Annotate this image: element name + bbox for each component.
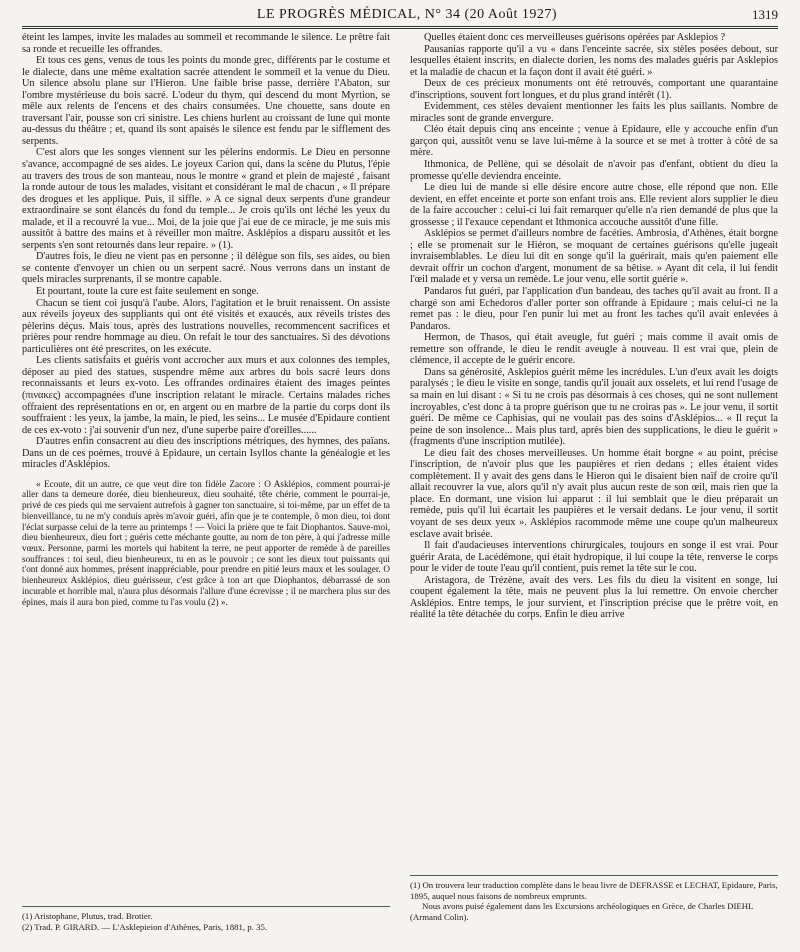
paragraph: éteint les lampes, invite les malades au sommeil et recommande le silence. Le prêtre fait sa ronde et recueille les offrandes. (22, 32, 390, 55)
page-number: 1319 (752, 7, 778, 22)
paragraph: Les clients satisfaits et guéris vont accrocher aux murs et aux colonnes des temples, déposer au pied des statues, suspendre même aux arbres du bois sacré leurs dons reconnaissants et leurs ex-voto. Les offrandes ordinaires étaient des images peintes (πινακες) accompagnées d'une inscription relatant le miracle. Certains malades riches offraient des représentations en or, en argent ou en marbre de la partie du corps dont ils souffraient : les yeux, la jambe, la main, le pied, les seins... Le musée d'Epidaure contient de ces ex-voto : j'ai souvenir d'un nez, d'une superbe paire d'oreilles...... (22, 355, 390, 436)
journal-title: LE PROGRÈS MÉDICAL, N° 34 (20 Août 1927) (256, 7, 558, 22)
left-footnotes (22, 906, 390, 932)
paragraph: Cléo était depuis cinq ans enceinte ; venue à Epidaure, elle y accouche enfin d'un garçon qui, aussitôt venu se lave lui-même à la source et se met à trotter à côté de sa mère. (410, 124, 778, 159)
paragraph: Pandaros fut guéri, par l'application d'un bandeau, des taches qu'il avait au front. Il a chargé son ami Echedoros d'aller porter son offrande à Epidaure ; mais celui-ci ne la remet pas : le dieu, pour l'en punir lui met au front les taches qu'il avait enlevées à Pandaros. (410, 286, 778, 332)
paragraph: Le dieu fait des choses merveilleuses. Un homme était borgne « au point, précise l'inscription, de n'avoir plus que les paupières et rien dedans ; elles étaient vides complètement. Il y avait des gens dans le Hieron qui le disaient bien naïf de croire qu'il allait recouvrer la vue, alors qu'il n'y avait plus aucun reste de son œil, mais rien que la place. En dormant, une vision lui apparut : il lui semblait que le dieu préparait un remède, puis qu'il lui écartait les paupières et le versait dedans. Le jour venu, il sortit voyant de ses deux yeux ». Asklépios racommode même une coupe qu'un malheureux esclave avait brisée. (410, 447, 778, 540)
page-header (22, 4, 778, 26)
paragraph: Chacun se tient coi jusqu'à l'aube. Alors, l'agitation et le bruit renaissent. On assiste aux réveils joyeux des suppliants qui ont été visités et exaucés, aux réveils tristes des pèlerins déçus. Mais tous, après des lustrations nouvelles, recommencent sacrifices et prières pour rendre hommage au dieu. On refait le tour des sanctuaires. Si des dévotions particulières ont été prescrites, on les exécute. (22, 297, 390, 355)
footnote: (2) Trad. P. GIRARD. — L'Asklepieion d'Athènes, Paris, 1881, p. 35. (22, 921, 268, 932)
paragraph: D'autres fois, le dieu ne vient pas en personne ; il délègue son fils, ses aides, ou bien se contente d'envoyer un chien ou un serpent sacré. Nous verrons dans un instant de quels miracles surprenants, il se montre capable. (22, 251, 390, 286)
paragraph: Il fait d'audacieuses interventions chirurgicales, toujours en songe il est vrai. Pour guérir Arata, de Lacédémone, qui était hydropique, il lui coupe la tête, renverse le corps pour le vider de toute l'eau qu'il contient, puis remet la tête sur le cou. (410, 540, 778, 575)
paragraph: Ithmonica, de Pellène, qui se désolait de n'avoir pas d'enfant, obtient du dieu la promesse qu'elle deviendra enceinte. (410, 159, 778, 182)
paragraph: Deux de ces précieux monuments ont été retrouvés, comportant une quarantaine d'inscriptions, souvent fort longues, et du plus grand intérêt (1). (410, 78, 778, 101)
paragraph: Hermon, de Thasos, qui était aveugle, fut guéri ; mais comme il avait omis de remettre son offrande, le dieu le rendit aveugle à nouveau. Il est vrai que, plein de clémence, il accepte de le guérir encore. (410, 332, 778, 367)
paragraph: Asklépios se permet d'ailleurs nombre de facéties. Ambrosia, d'Athènes, était borgne ; elle se promenait sur le Hiéron, se moquant de certaines guérisons qu'elle jugeait invraisemblables. Le dieu lui dit en songe qu'il la guérirait, mais qu'en paiement elle devrait offrir un cochon d'argent, monument de sa bêtise. » Ayant dit cela, il lui fendit l'œil malade et y versa un remède. Le jour venu, elle sortit guérie ». (410, 228, 778, 286)
paragraph: Pausanias rapporte qu'il a vu « dans l'enceinte sacrée, six stèles posées debout, sur lesquelles étaient inscrits, en dialecte dorien, les noms des malades guéris par Asklepios et la maladie de chacun et la façon dont il avait été guéri. » (410, 43, 778, 78)
footnote: Nous avons puisé également dans les Excursions archéologiques en Grèce, de Charles DIEHL (Armand Colin). (410, 901, 754, 922)
paragraph: Le dieu lui de mande si elle désire encore autre chose, elle répond que non. Elle devient, en effet enceinte et porte son enfant trois ans. Elle revient alors supplier le dieu de la faire accoucher : celui-ci lui fait remarquer qu'elle n'a rien demandé de plus que la grossesse ; il l'exauce cependant et Ithmonica accouche aussitôt d'une fille. (410, 182, 778, 228)
paragraph: D'autres enfin consacrent au dieu des inscriptions métriques, des hymnes, des païans. Dans un de ces poèmes, trouvé à Epidaure, un certain Isyllos chante la généalogie et les miracles d'Asklépios. (22, 436, 390, 471)
prayer-quote: « Ecoute, dit un autre, ce que veut dire ton fidèle Zacore : O Asklépios, comment pourrai-je aller dans ta demeure dorée, dieu bienheureux, dieu souhaité, tête chérie, comment le pourrai-je, privé de ces pieds qui me servaient autrefois à gagner ton sanctuaire, si toi-même, par un effet de ta bienveillance, tu ne m'y conduis après m'avoir guéri, afin que je te contemple, ô mon dieu, toi dont l'éclat surpasse celui de la terre au printemps ! — Voici la prière que te fait Diophantos. Sauve-moi, dieu bienheureux, dieu fort ; guéris cette méchante goutte, au nom de ton père, à qui j'adresse mille vœux. Personne, parmi les mortels qui habitent la terre, ne peut apporter de remède à de pareilles souffrances : toi seul, dieu bienheureux, tu en as le pouvoir ; ce sont les dieux tout puissants qui t'ont donné aux hommes, présent inappréciable, pour prendre en pitié leurs maux et les soulager. O bienheureux Asklépios, dieu guérisseur, c'est grâce à ton art que Diophantos, débarrassé de son incurable et horrible mal, n'aura plus désormais l'allure d'une écrevisse ; il ne marchera plus sur des épines, mais il aura bon pied, comme tu l'as voulu (2) ». (22, 478, 390, 607)
paragraph: Aristagora, de Trézène, avait des vers. Les fils du dieu la visitent en songe, lui coupent également la tête, mais ne peuvent plus la lui remettre. On envoie chercher Asklépios. Entre temps, le jour survient, et l'inscription précise que le prêtre voit, en réalité la tête détachée du corps. Enfin le dieu arrive (410, 574, 778, 621)
right-column (410, 32, 778, 621)
footnote: (1) Aristophane, Plutus, trad. Brotier. (22, 911, 153, 921)
paragraph: Et pourtant, toute la cure est faite seulement en songe. (36, 286, 259, 298)
footnote: (1) On trouvera leur traduction complète dans le beau livre de DEFRASSE et LECHAT, Epidaure, Paris, 1895, auquel nous faisons de nombreux emprunts. (410, 880, 778, 901)
paragraph: Evidemment, ces stèles devaient mentionner les faits les plus saillants. Nombre de miracles sont de grande envergure. (410, 101, 778, 124)
paragraph: Et tous ces gens, venus de tous les points du monde grec, différents par le costume et le dialecte, dans une même exaltation sacrée attendent le sommeil et la venue du Dieu. Un silence absolu plane sur l'Hieron. Une faible brise passe, derrière l'Abaton, sur l'ombre mystérieuse du bois sacré. L'odeur du thym, qui descend du mont Myrtion, se mêle aux relents de l'encens et des chairs consumées. Une chouette, sans doute en traversant l'air, pousse son cri sinistre. Les chiens hurlent au croissant de lune qui monte au-dessus du théâtre ; et, quand ils sont apaisés le silence est fendu par le sifflement des serpents. (22, 55, 390, 147)
header-rule (22, 26, 778, 29)
left-column (22, 32, 390, 607)
paragraph: Dans sa générosité, Asklepios guérit même les incrédules. L'un d'eux avait les doigts paralysés ; le dieu le visite en songe, tandis qu'il jouait aux osselets, et lui rend l'usage de sa main en lui disant : « Si tu ne crois pas désormais à ces choses, qui ne sont nullement incroyables, c'est donc à ta propre guérison que tu ne croiras pas ». Le jour venu, il sortit guéri. De même ce Caphisias, qui ne voulait pas des soins d'Asklépios... « Il reçut la peine de son insolence... Mais plus tard, après bien des supplications, le dieu le guérit » (fragments d'une inscription mutilée). (410, 366, 778, 448)
paragraph: C'est alors que les songes viennent sur les pèlerins endormis. Le Dieu en personne s'avance, accompagné de ses aides. Le joyeux Carion qui, dans la scène du Plutus, l'épie au travers des trous de son manteau, nous le montre « grand et plein de majesté , faisant la ronde autour de tous les malades, visitant et considérant le mal de chacun , « Il prépare des drogues et les applique. Puis, il siffle. » A ce signal deux serpents d'une grandeur extraordinaire se sont élancés du fond du temple... Je crois qu'ils ont léché les yeux du malade, et il a recouvré la vue... Moi, de la joie que j'ai eue de ce miracle, je me suis mis aussitôt à battre des mains et à réveiller mon maître. Asklépios a disparu aussitôt et les serpents s'en sont retournés dans leur repaire. » (1). (22, 147, 390, 251)
right-footnotes (410, 875, 778, 922)
paragraph: Quelles étaient donc ces merveilleuses guérisons opérées par Asklepios ? (424, 32, 726, 43)
